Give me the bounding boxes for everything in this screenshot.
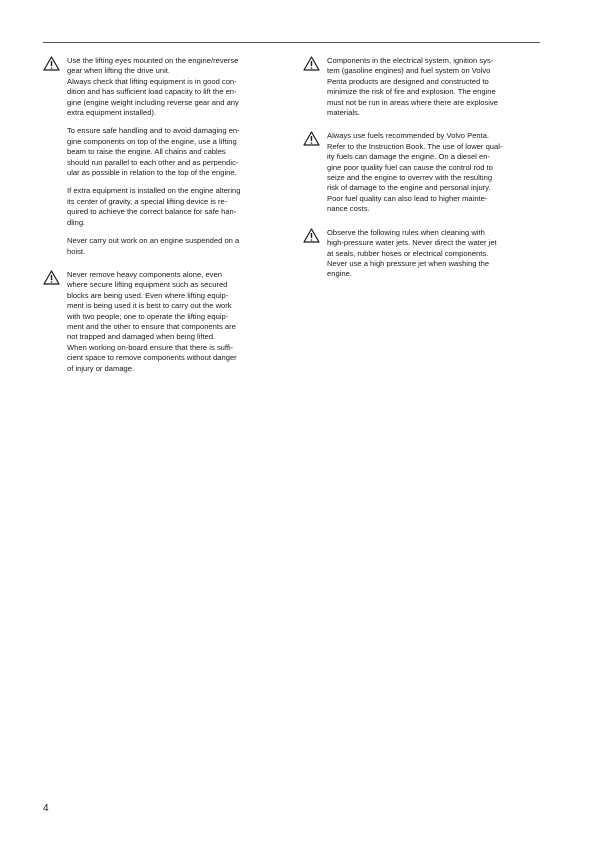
warning-block-fire-risk (303, 56, 535, 118)
left-column (43, 56, 283, 387)
paragraph: Always use fuels recommended by Volvo Penta. Refer to the Instruction Book. The use of lower qual- ity fuels can damage the engine. On a diesel en- gine poor quality fuel can cause the control rod to seize and the engine to overrev with the resulting risk of damage to the engine and personal injury. Poor fuel quality can also lead to higher mainte- nance costs. (327, 131, 503, 214)
paragraph: To ensure safe handling and to avoid damaging en- gine components on top of the engine, use a lifting beam to raise the engine. All chains and cables should run parallel to each other and as perpendic- ular as possible in relation to the top of the engine. (67, 126, 240, 178)
page-number: 4 (43, 803, 49, 814)
warning-triangle-icon (303, 131, 320, 146)
paragraph: Never remove heavy components alone, even where secure lifting equipment such as secured blocks are being used. Even where lifting equip- ment is being used it is best to carry out the work with two people; one to operate the lifting equip- ment and the other to ensure that components are not trapped and damaged when being lifted. When working on-board ensure that there is suffi- cient space to remove components without danger of injury or damage. (67, 269, 237, 373)
paragraph: Components in the electrical system, ignition sys- tem (gasoline engines) and fuel system on Volvo Penta products are designed and constructed to minimize the risk of fire and explosion. The engine must not be run in areas where there are explosive materials. (327, 56, 498, 118)
warning-block-heavy-components (43, 270, 283, 374)
warning-triangle-icon (303, 56, 320, 71)
paragraph: If extra equipment is installed on the engine altering its center of gravity, a special lifting device is re- quired to achieve the correct balance for safe han- dling. (67, 186, 241, 227)
warning-block-lifting (43, 56, 283, 257)
warning-block-fuels (303, 131, 535, 214)
paragraph: Observe the following rules when cleaning with high-pressure water jets. Never direct the water jet at seals, rubber hoses or electrical components. Never use a high pressure jet when washing the engine. (327, 227, 497, 279)
warning-triangle-icon (303, 228, 320, 243)
header-rule (43, 42, 540, 43)
right-column (303, 56, 535, 293)
warning-triangle-icon (43, 56, 60, 71)
paragraph: Never carry out work on an engine suspended on a hoist. (67, 236, 240, 256)
warning-block-high-pressure (303, 228, 535, 280)
warning-triangle-icon (43, 270, 60, 285)
paragraph: Use the lifting eyes mounted on the engine/reverse gear when lifting the drive unit. Always check that lifting equipment is in good con- dition and has sufficient load capacity to lift the en- gine (engine weight including reverse gear and any extra equipment installed). (67, 56, 239, 118)
